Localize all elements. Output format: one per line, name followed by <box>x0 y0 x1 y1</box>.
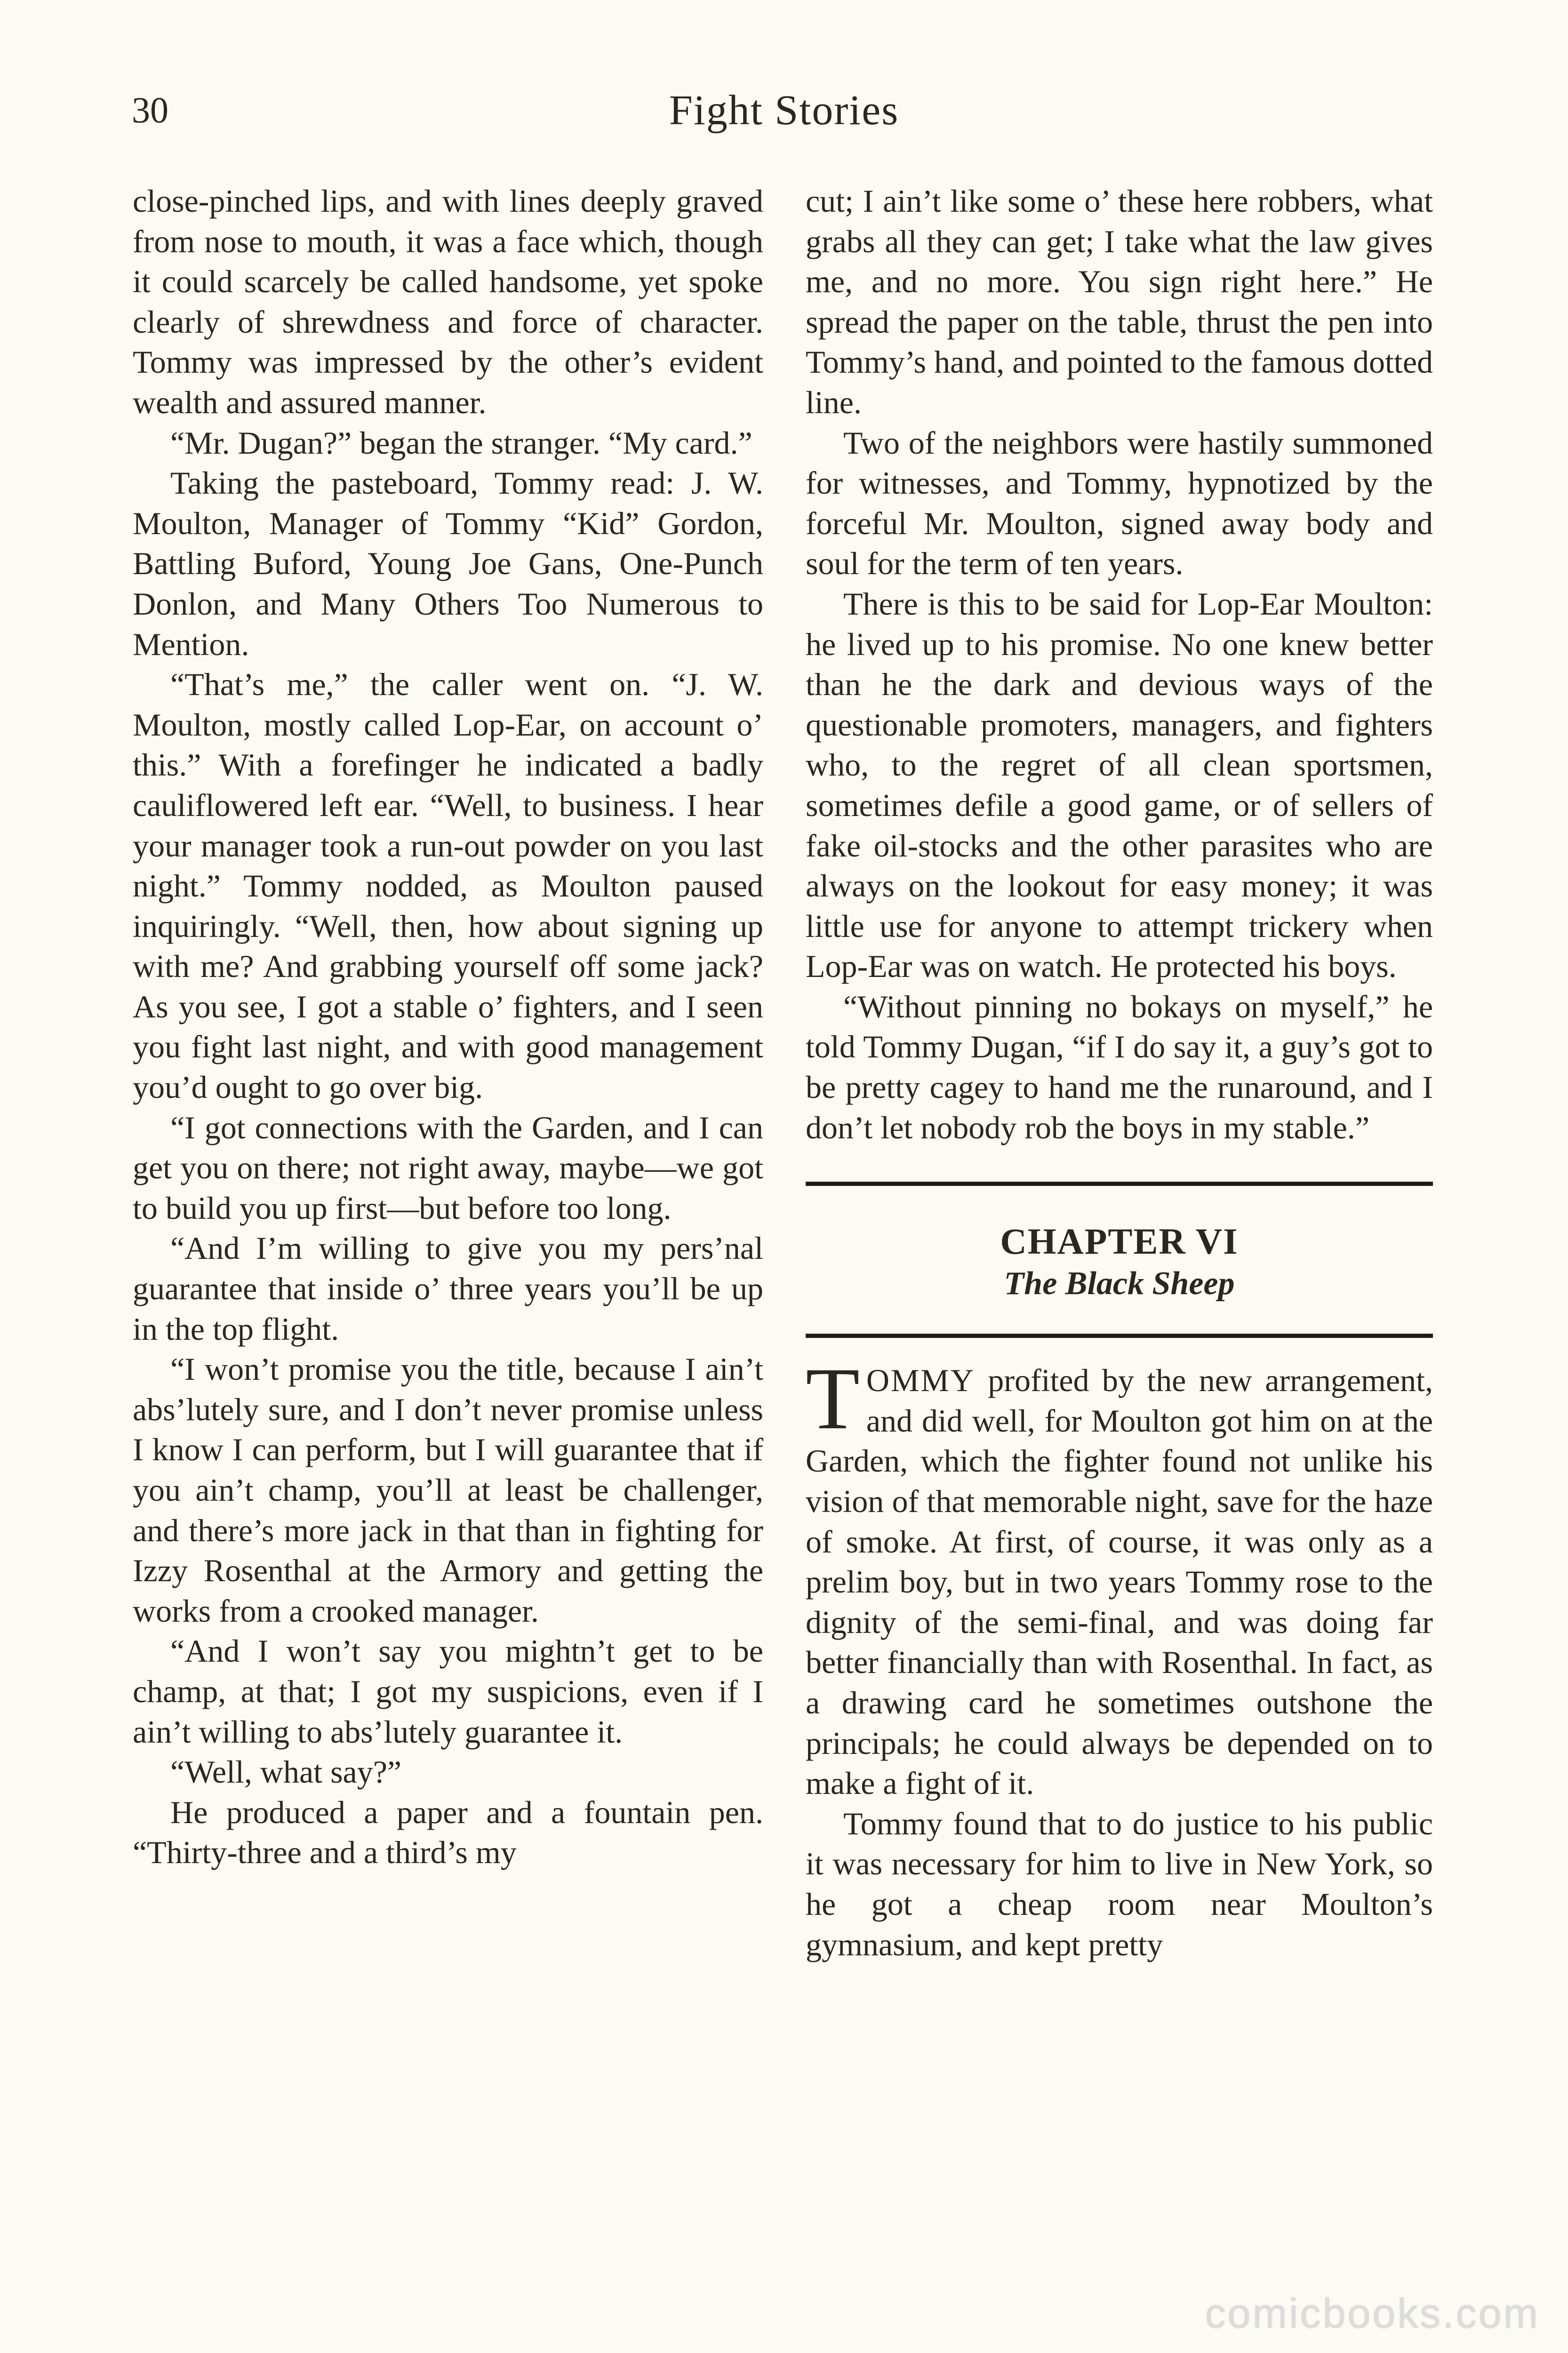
paragraph: “I got connections with the Garden, and I can get you on there; not right away, maybe—we got to build you up first—but before too long. <box>133 1109 763 1226</box>
paragraph-text: profited by the new arrangement, and did well, for Moulton got him on at the Garden, which the fighter found not unlike his vision of that memorable night, save for the haze of smoke. At first, of course, it was only as a prelim boy, but in two years Tommy rose to the dignity of the semi-final, and was doing far better financially than with Rosenthal. In fact, as a drawing card he sometimes outshone the principals; he could always be depended on to make a fight of it. <box>806 1362 1433 1801</box>
chapter-rule-top <box>806 1182 1433 1186</box>
running-title: Fight Stories <box>669 87 899 134</box>
paragraph: “And I’m willing to give you my pers’nal guarantee that inside o’ three years you’ll be up in the top flight. <box>133 1230 763 1347</box>
paragraph: Tommy found that to do justice to his public it was necessary for him to live in New York, so he got a cheap room near Moulton’s gymnasium, and kept pretty <box>806 1805 1433 1962</box>
paragraph: “And I won’t say you mightn’t get to be champ, at that; I got my suspicions, even if I ain’t willing to abs’lutely guarantee it. <box>133 1633 763 1750</box>
paragraph: “That’s me,” the caller went on. “J. W. Moulton, mostly called Lop-Ear, on account o’ this.” With a forefinger he indicated a badly cauliflowered left ear. “Well, to business. I hear your manager took a run-out powder on you last night.” Tommy nodded, as Moulton paused inquiringly. “Well, then, how about signing up with me? And grabbing yourself off some jack? As you see, I got a stable o’ fighters, and I seen you fight last night, and with good management you’d ought to go over big. <box>133 666 763 1105</box>
chapter-rule-bottom <box>806 1334 1433 1338</box>
paragraph: cut; I ain’t like some o’ these here robbers, what grabs all they can get; I take what the law gives me, and no more. You sign right here.” He spread the paper on the table, thrust the pen into Tommy’s hand, and pointed to the famous dotted line. <box>806 183 1433 420</box>
chapter-subtitle: The Black Sheep <box>1004 1265 1235 1302</box>
paragraph: “Mr. Dugan?” began the stranger. “My card.” <box>170 424 752 461</box>
paragraph: “Without pinning no bokays on myself,” he told Tommy Dugan, “if I do say it, a guy’s got to be pretty cagey to hand me the runaround, and I don’t let nobody rob the boys in my stable.” <box>806 988 1433 1145</box>
paragraph: Taking the pasteboard, Tommy read: J. W. Moulton, Manager of Tommy “Kid” Gordon, Battling Buford, Young Joe Gans, One-Punch Donlon, and Many Others Too Numerous to Mention. <box>133 465 763 662</box>
lead-caps: OMMY <box>866 1362 975 1399</box>
paragraph: “I won’t promise you the title, because I ain’t abs’lutely sure, and I don’t never promise unless I know I can perform, but I will guarantee that if you ain’t champ, you’ll at least be challenger, and there’s more jack in that than in fighting for Izzy Rosenthal at the Armory and getting the works from a crooked manager. <box>133 1351 763 1629</box>
left-column <box>133 181 763 1873</box>
paragraph: There is this to be said for Lop-Ear Moulton: he lived up to his promise. No one knew better than he the dark and devious ways of the questionable promoters, managers, and fighters who, to the regret of all clean sportsmen, sometimes defile a good game, or of sellers of fake oil-stocks and the other parasites who are always on the lookout for easy money; it was little use for anyone to attempt trickery when Lop-Ear was on watch. He protected his boys. <box>806 585 1433 984</box>
paragraph: He produced a paper and a fountain pen. “Thirty-three and a third’s my <box>133 1794 763 1871</box>
paragraph: close-pinched lips, and with lines deeply graved from nose to mouth, it was a face which, though it could scarcely be called handsome, yet spoke clearly of shrewdness and force of character. Tommy was impressed by the other’s evident wealth and assured manner. <box>133 183 763 420</box>
page-number: 30 <box>132 89 168 130</box>
chapter-heading: CHAPTER VI <box>1000 1221 1239 1262</box>
right-column <box>806 181 1433 1965</box>
drop-cap: T <box>806 1349 860 1448</box>
chapter-opening-paragraph <box>806 1349 1433 1804</box>
paragraph: “Well, what say?” <box>170 1754 402 1790</box>
paragraph: Two of the neighbors were hastily summoned for witnesses, and Tommy, hypnotized by the forceful Mr. Moulton, signed away body and soul for the term of ten years. <box>806 424 1433 582</box>
watermark: comicbooks.com <box>1205 2290 1540 2337</box>
